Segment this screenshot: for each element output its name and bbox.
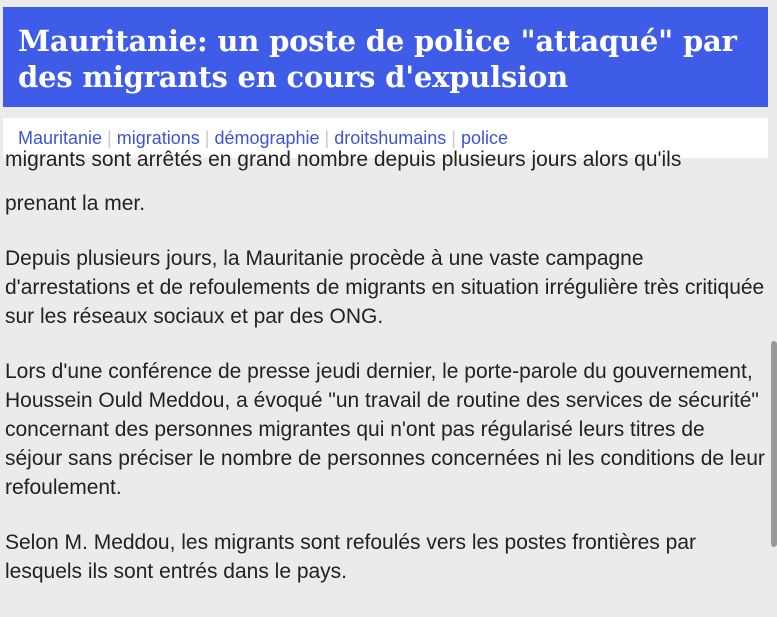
article-headline: Mauritanie: un poste de police "attaqué" par des migrants en cours d'expulsion <box>18 24 737 94</box>
tag-separator: | <box>324 128 330 148</box>
paragraph-1: Depuis plusieurs jours, la Mauritanie procède à une vaste campagne d'arrestations et de refoulements de migrants en situation irrégulière très critiquée sur les réseaux sociaux et par des ONG. <box>5 247 765 328</box>
tag-separator: | <box>204 128 210 148</box>
headline-banner <box>3 7 768 107</box>
tag-link-droitshumains[interactable]: droitshumains <box>334 128 447 148</box>
tag-link-demographie[interactable]: démographie <box>214 128 320 148</box>
scrollbar-thumb[interactable] <box>771 341 777 547</box>
article-content <box>5 189 765 612</box>
clipped-text-line <box>5 148 765 174</box>
paragraph-3: Selon M. Meddou, les migrants sont refoulés vers les postes frontières par lesquels ils sont entrés dans le pays. <box>5 531 696 583</box>
tag-link-mauritanie[interactable]: Mauritanie <box>18 128 103 148</box>
tag-separator: | <box>451 128 456 148</box>
paragraph-2: Lors d'une conférence de presse jeudi dernier, le porte-parole du gouvernement, Houssein Ould Meddou, a évoqué "un travail de routine des services de sécurité" concernant des personnes migrantes qui n'ont pas régularisé leurs titres de séjour sans préciser le nombre de personnes concernées ni les conditions de leur refoulement. <box>5 360 765 499</box>
tag-separator: | <box>107 128 112 148</box>
paragraph-0-end: prenant la mer. <box>5 192 146 215</box>
tag-link-police[interactable]: police <box>460 128 508 148</box>
tag-link-migrations[interactable]: migrations <box>116 128 200 148</box>
article-body <box>5 148 765 617</box>
partial-top-line: migrants sont arrêtés en grand nombre depuis plusieurs jours alors qu'ils <box>5 148 682 171</box>
